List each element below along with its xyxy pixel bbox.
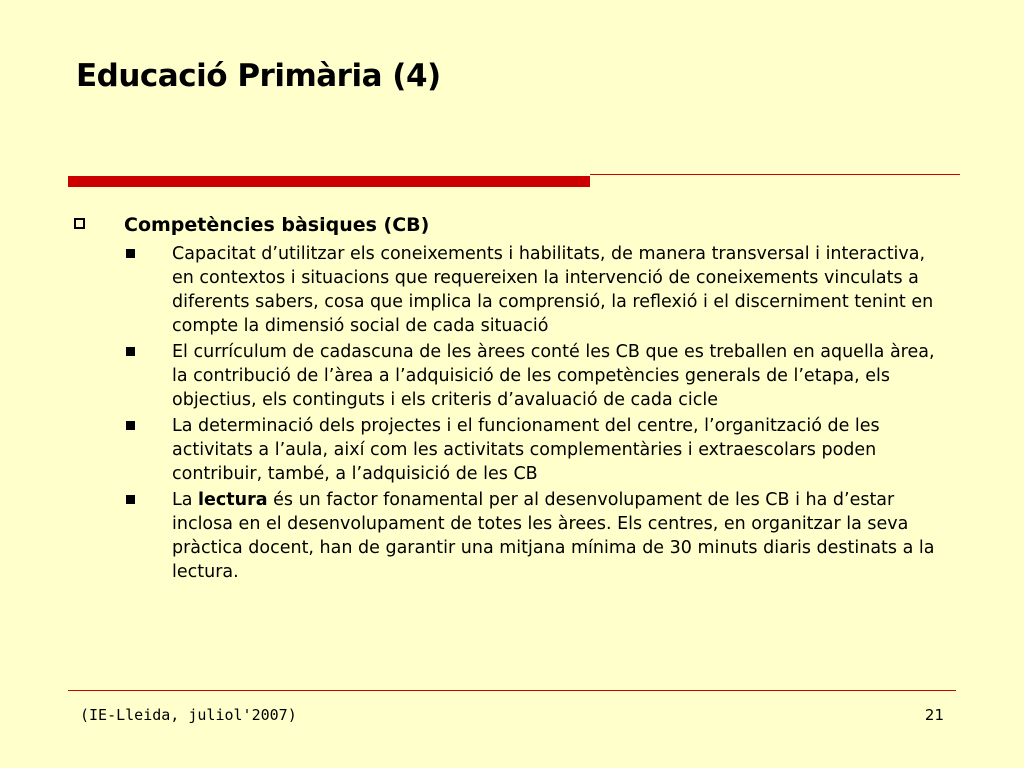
list-item-text-prefix: La [172,490,199,510]
bullet-list [70,242,950,584]
list-item [70,340,950,412]
list-item [70,488,950,584]
emphasis-lectura: lectura [198,490,268,510]
list-item-text: Capacitat d’utilitzar els coneixements i habilitats, de manera transversal i interactiva, en contextos i situacions que requereixen la intervenció de coneixements vinculats a diferents sabers, cosa que implica la comprensió, la reflexió i el discerniment tenint en compte la dimensió social de cada situació [172,244,934,336]
footer-divider [68,690,956,691]
title-divider-thick [68,176,590,187]
filled-square-icon [126,495,135,504]
hollow-square-icon [74,218,85,229]
section-heading [70,212,950,238]
list-item-text-suffix: és un factor fonamental per al desenvolupament de les CB i ha d’estar inclosa en el desenvolupament de totes les àrees. Els centres, en organitzar la seva pràctica docent, han de garantir una mitjana mínima de 30 minuts diaris destinats a la lectura. [172,490,935,582]
title-divider-thin [590,174,960,175]
list-item [70,414,950,486]
list-item [70,242,950,338]
page-number: 21 [924,706,944,724]
filled-square-icon [126,421,135,430]
filled-square-icon [126,249,135,258]
slide-content [70,212,950,586]
footer-source: (IE-Lleida, juliol'2007) [80,706,297,724]
section-heading-text: Competències bàsiques (CB) [124,214,430,236]
filled-square-icon [126,347,135,356]
slide-title: Educació Primària (4) [76,58,441,94]
list-item-text: La determinació dels projectes i el funcionament del centre, l’organització de les activitats a l’aula, així com les activitats complementàries i extraescolars poden contribuir, també, a l’adquisició de les CB [172,416,880,484]
list-item-text: El currículum de cadascuna de les àrees conté les CB que es treballen en aquella àrea, la contribució de l’àrea a l’adquisició de les competències generals de l’etapa, els objectius, els continguts i els criteris d’avaluació de cada cicle [172,342,935,410]
